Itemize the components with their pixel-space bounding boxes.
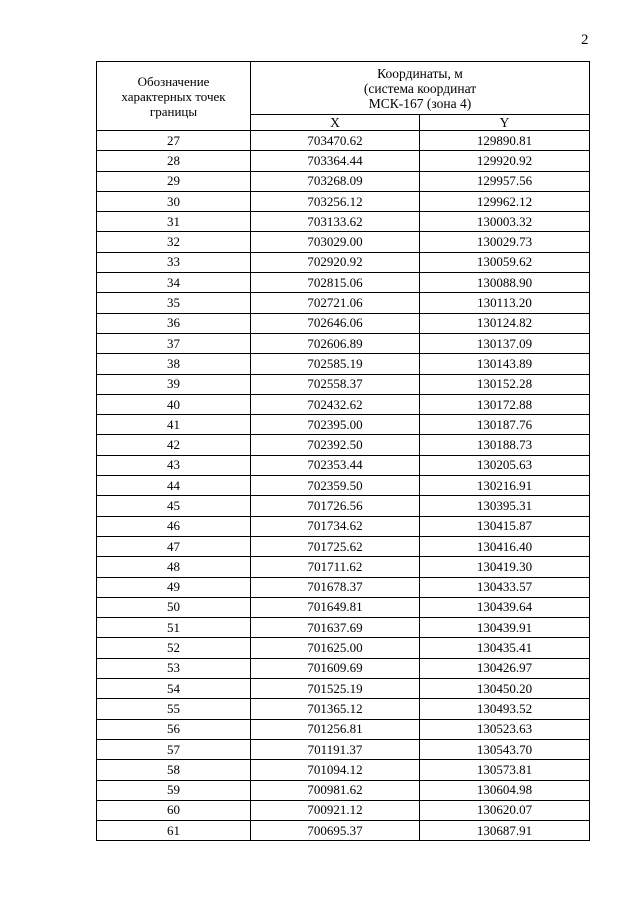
table-row	[97, 333, 590, 353]
point-cell: 48	[97, 557, 251, 577]
point-cell: 28	[97, 151, 251, 171]
y-cell: 130687.91	[420, 821, 590, 841]
y-cell: 130188.73	[420, 435, 590, 455]
table-row	[97, 212, 590, 232]
point-cell: 60	[97, 800, 251, 820]
y-cell: 129920.92	[420, 151, 590, 171]
y-cell: 130450.20	[420, 679, 590, 699]
table-row	[97, 171, 590, 191]
x-cell: 702392.50	[251, 435, 420, 455]
table-row	[97, 354, 590, 374]
table-row	[97, 699, 590, 719]
x-cell: 701094.12	[251, 760, 420, 780]
point-cell: 33	[97, 252, 251, 272]
point-cell: 32	[97, 232, 251, 252]
table-row	[97, 577, 590, 597]
y-cell: 130426.97	[420, 658, 590, 678]
x-cell: 703364.44	[251, 151, 420, 171]
y-cell: 130395.31	[420, 496, 590, 516]
point-cell: 35	[97, 293, 251, 313]
x-cell: 701726.56	[251, 496, 420, 516]
y-cell: 130216.91	[420, 476, 590, 496]
point-cell: 41	[97, 415, 251, 435]
table-row	[97, 658, 590, 678]
point-cell: 40	[97, 394, 251, 414]
y-cell: 130029.73	[420, 232, 590, 252]
x-cell: 701525.19	[251, 679, 420, 699]
x-cell: 700981.62	[251, 780, 420, 800]
y-cell: 130573.81	[420, 760, 590, 780]
table-row	[97, 597, 590, 617]
point-cell: 39	[97, 374, 251, 394]
table-row	[97, 374, 590, 394]
x-cell: 702359.50	[251, 476, 420, 496]
x-cell: 702606.89	[251, 333, 420, 353]
y-cell: 129957.56	[420, 171, 590, 191]
y-cell: 130124.82	[420, 313, 590, 333]
point-cell: 61	[97, 821, 251, 841]
x-cell: 702646.06	[251, 313, 420, 333]
point-cell: 34	[97, 273, 251, 293]
point-cell: 37	[97, 333, 251, 353]
table-row	[97, 415, 590, 435]
point-cell: 38	[97, 354, 251, 374]
table-row	[97, 394, 590, 414]
page-number: 2	[581, 32, 589, 48]
table-row	[97, 719, 590, 739]
x-cell: 702432.62	[251, 394, 420, 414]
table-row	[97, 455, 590, 475]
x-cell: 702585.19	[251, 354, 420, 374]
y-cell: 130172.88	[420, 394, 590, 414]
table-row	[97, 780, 590, 800]
point-cell: 52	[97, 638, 251, 658]
point-cell: 49	[97, 577, 251, 597]
point-cell: 53	[97, 658, 251, 678]
point-cell: 27	[97, 131, 251, 151]
table-body	[97, 131, 590, 841]
point-cell: 57	[97, 739, 251, 759]
header-x: X	[251, 115, 420, 131]
point-cell: 58	[97, 760, 251, 780]
y-cell: 130435.41	[420, 638, 590, 658]
header-point-designation	[97, 62, 251, 131]
y-cell: 130113.20	[420, 293, 590, 313]
y-cell: 130143.89	[420, 354, 590, 374]
header-designation-line: характерных точек	[121, 88, 226, 104]
point-cell: 44	[97, 476, 251, 496]
y-cell: 129890.81	[420, 131, 590, 151]
point-cell: 46	[97, 516, 251, 536]
header-designation-line: Обозначение	[137, 73, 210, 89]
y-cell: 130415.87	[420, 516, 590, 536]
point-cell: 55	[97, 699, 251, 719]
header-coordinates-line: Координаты, м	[377, 65, 463, 81]
y-cell: 130419.30	[420, 557, 590, 577]
x-cell: 702815.06	[251, 273, 420, 293]
point-cell: 42	[97, 435, 251, 455]
y-cell: 130003.32	[420, 212, 590, 232]
table-row	[97, 131, 590, 151]
x-cell: 702558.37	[251, 374, 420, 394]
x-cell: 702395.00	[251, 415, 420, 435]
y-cell: 130433.57	[420, 577, 590, 597]
point-cell: 47	[97, 536, 251, 556]
point-cell: 30	[97, 191, 251, 211]
x-cell: 701725.62	[251, 536, 420, 556]
table-row	[97, 476, 590, 496]
table-row	[97, 313, 590, 333]
x-cell: 701711.62	[251, 557, 420, 577]
header-coordinates-line: (система координат	[363, 80, 477, 96]
y-cell: 130620.07	[420, 800, 590, 820]
point-cell: 29	[97, 171, 251, 191]
x-cell: 701734.62	[251, 516, 420, 536]
table-row	[97, 151, 590, 171]
y-cell: 130088.90	[420, 273, 590, 293]
y-cell: 130439.64	[420, 597, 590, 617]
x-cell: 703133.62	[251, 212, 420, 232]
header-designation-line: границы	[149, 103, 198, 119]
header-coordinates	[251, 62, 590, 115]
x-cell: 703470.62	[251, 131, 420, 151]
table-header	[97, 62, 590, 131]
x-cell: 701609.69	[251, 658, 420, 678]
table-row	[97, 821, 590, 841]
y-cell: 129962.12	[420, 191, 590, 211]
table-row	[97, 232, 590, 252]
point-cell: 50	[97, 597, 251, 617]
x-cell: 703029.00	[251, 232, 420, 252]
y-cell: 130152.28	[420, 374, 590, 394]
point-cell: 54	[97, 679, 251, 699]
table-row	[97, 273, 590, 293]
y-cell: 130604.98	[420, 780, 590, 800]
y-cell: 130187.76	[420, 415, 590, 435]
x-cell: 702353.44	[251, 455, 420, 475]
table-row	[97, 618, 590, 638]
x-cell: 703256.12	[251, 191, 420, 211]
y-cell: 130205.63	[420, 455, 590, 475]
point-cell: 43	[97, 455, 251, 475]
x-cell: 701625.00	[251, 638, 420, 658]
y-cell: 130543.70	[420, 739, 590, 759]
table-row	[97, 496, 590, 516]
y-cell: 130059.62	[420, 252, 590, 272]
table-row	[97, 191, 590, 211]
table-row	[97, 435, 590, 455]
x-cell: 700921.12	[251, 800, 420, 820]
x-cell: 701678.37	[251, 577, 420, 597]
table-row	[97, 760, 590, 780]
table-row	[97, 679, 590, 699]
header-coordinates-line: МСК-167 (зона 4)	[368, 95, 472, 111]
header-y: Y	[420, 115, 590, 131]
x-cell: 701649.81	[251, 597, 420, 617]
x-cell: 702721.06	[251, 293, 420, 313]
table-row	[97, 252, 590, 272]
point-cell: 51	[97, 618, 251, 638]
y-cell: 130523.63	[420, 719, 590, 739]
y-cell: 130416.40	[420, 536, 590, 556]
coordinates-table	[96, 61, 590, 841]
y-cell: 130493.52	[420, 699, 590, 719]
table-row	[97, 638, 590, 658]
y-cell: 130439.91	[420, 618, 590, 638]
table-row	[97, 293, 590, 313]
point-cell: 59	[97, 780, 251, 800]
point-cell: 45	[97, 496, 251, 516]
x-cell: 701191.37	[251, 739, 420, 759]
table-row	[97, 516, 590, 536]
point-cell: 56	[97, 719, 251, 739]
x-cell: 701365.12	[251, 699, 420, 719]
table-row	[97, 800, 590, 820]
x-cell: 703268.09	[251, 171, 420, 191]
y-cell: 130137.09	[420, 333, 590, 353]
table-row	[97, 536, 590, 556]
point-cell: 36	[97, 313, 251, 333]
x-cell: 700695.37	[251, 821, 420, 841]
x-cell: 701256.81	[251, 719, 420, 739]
table-row	[97, 557, 590, 577]
table-row	[97, 739, 590, 759]
point-cell: 31	[97, 212, 251, 232]
x-cell: 702920.92	[251, 252, 420, 272]
x-cell: 701637.69	[251, 618, 420, 638]
